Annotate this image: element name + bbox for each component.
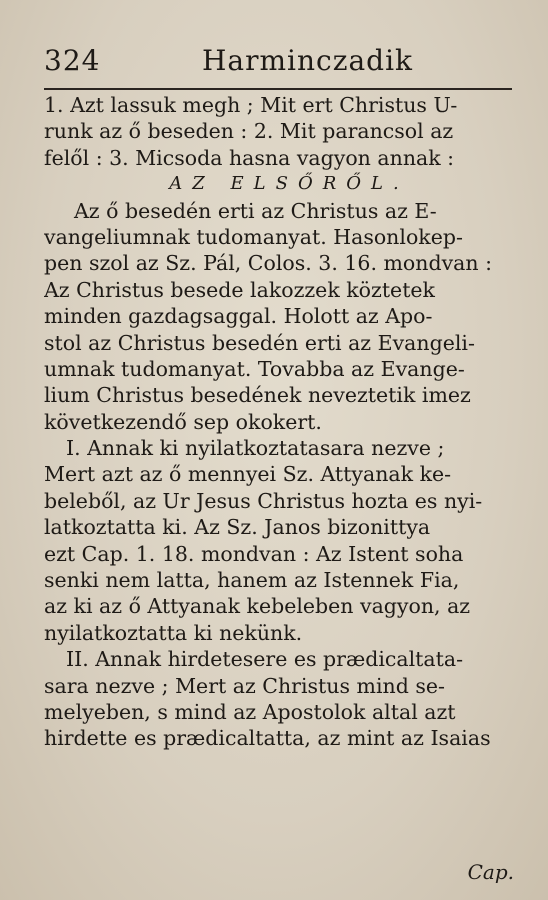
text-line: az ki az ő Attyanak kebeleben vagyon, az <box>44 594 471 619</box>
text-line: sara nezve ; Mert az Christus mind se- <box>44 673 445 698</box>
body-text <box>44 92 514 752</box>
text-line: Mert azt az ő mennyei Sz. Attyanak ke- <box>44 462 452 487</box>
text-line: ezt Cap. 1. 18. mondvan : Az Istent soha <box>44 541 464 566</box>
text-line: Az ő besedén erti az Christus az E- <box>74 198 437 223</box>
text-line: felől : 3. Micsoda hasna vagyon annak : <box>44 145 455 170</box>
text-line: beleből, az Ur Jesus Christus hozta es nyi- <box>44 488 483 513</box>
text-line: stol az Christus besedén erti az Evangeli- <box>44 330 475 355</box>
text-line: következendő sep okokert. <box>44 409 322 434</box>
text-line: II. Annak hirdetesere es prædicaltata- <box>66 647 464 672</box>
text-line: hirdette es prædicaltatta, az mint az Isaias <box>44 726 491 751</box>
text-line: runk az ő beseden : 2. Mit parancsol az <box>44 119 454 144</box>
page-header <box>44 44 514 86</box>
text-line: vangeliumnak tudomanyat. Hasonlokep- <box>44 224 463 249</box>
text-line: lium Christus besedének neveztetik imez <box>44 383 471 408</box>
header-rule <box>44 88 512 90</box>
text-line: nyilatkoztatta ki nekünk. <box>44 620 303 645</box>
running-head: Harminczadik <box>202 44 414 77</box>
text-line: Az Christus besede lakozzek köztetek <box>44 277 435 302</box>
text-line: umnak tudomanyat. Tovabba az Evange- <box>44 356 465 381</box>
text-line: I. Annak ki nyilatkoztatasara nezve ; <box>66 436 445 461</box>
page-number: 324 <box>44 44 101 77</box>
text-line: senki nem latta, hanem az Istennek Fia, <box>44 568 460 593</box>
section-heading: AZ ELSŐRŐL. <box>169 173 409 195</box>
text-line: melyeben, s mind az Apostolok altal azt <box>44 699 456 724</box>
catchword: Cap. <box>467 860 514 884</box>
text-line: minden gazdagsaggal. Holott az Apo- <box>44 304 433 329</box>
text-line: pen szol az Sz. Pál, Colos. 3. 16. mondvan : <box>44 251 493 276</box>
text-line: 1. Azt lassuk megh ; Mit ert Christus U- <box>44 93 458 117</box>
text-line: latkoztatta ki. Az Sz. Janos bizonittya <box>44 515 431 540</box>
